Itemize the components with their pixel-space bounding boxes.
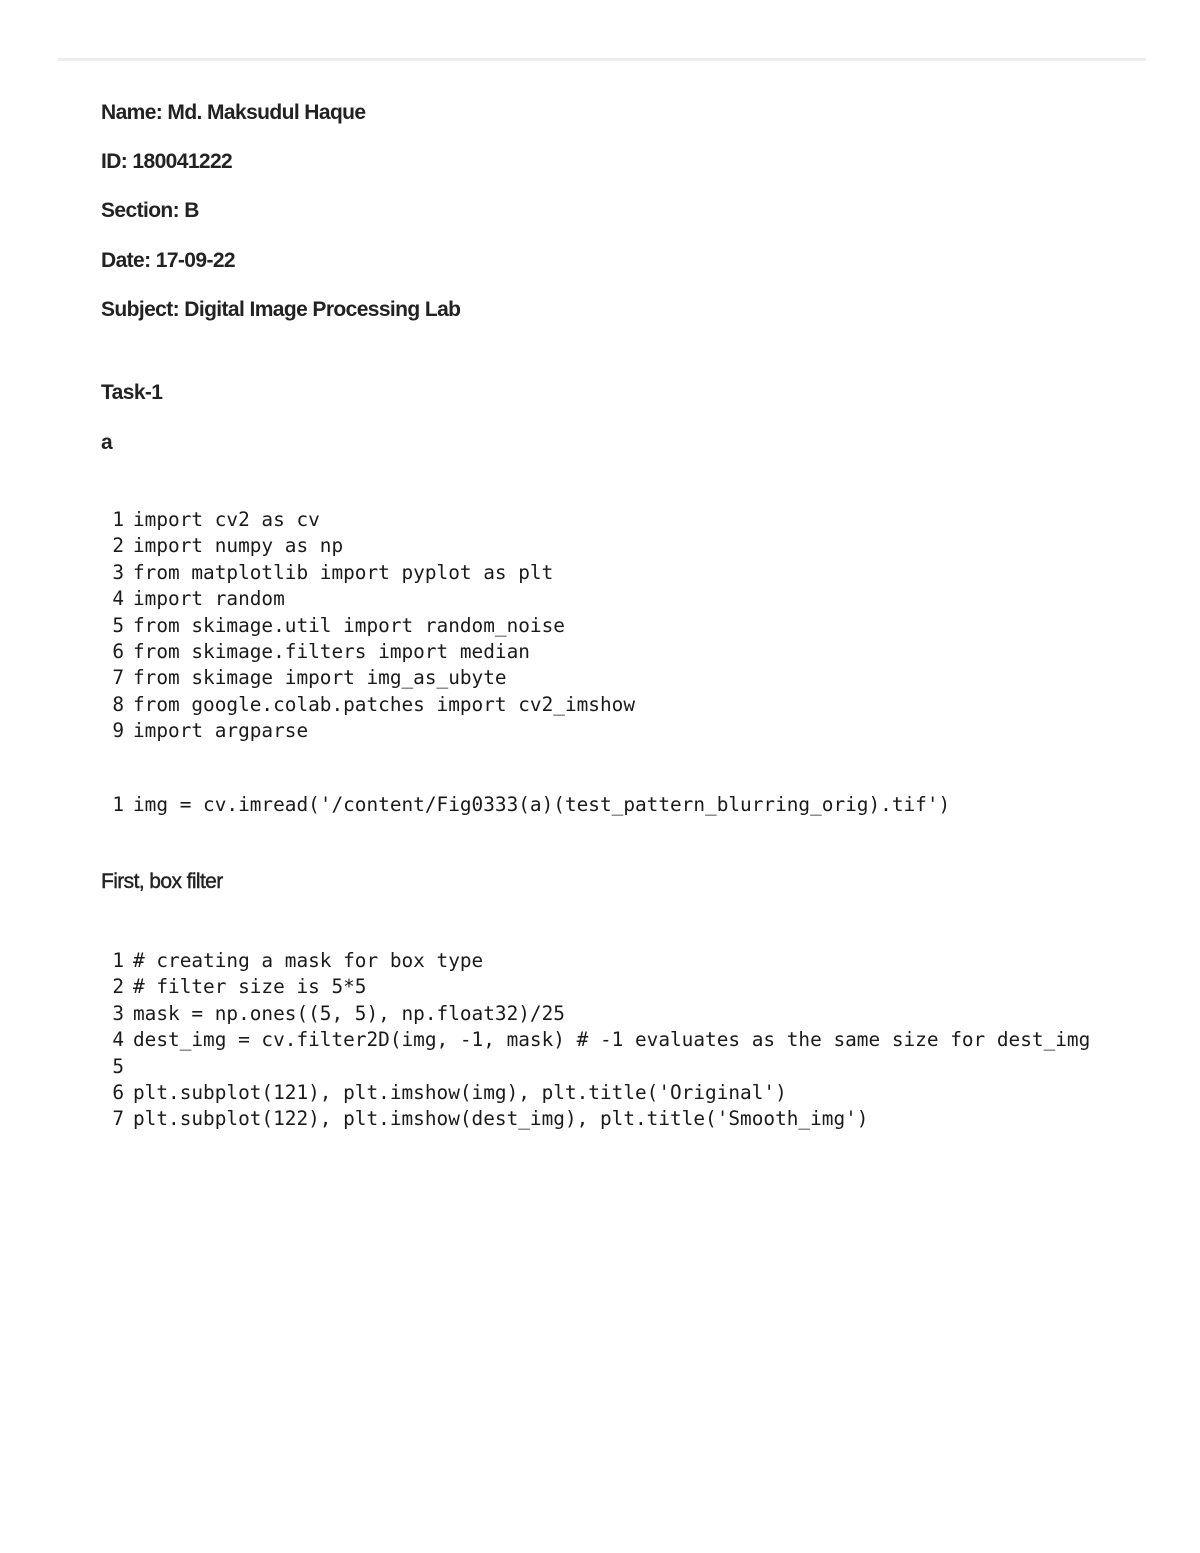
- date-label: Date: 17-09-22: [101, 249, 236, 272]
- code-line: [108, 718, 635, 744]
- line-number: 4: [112, 587, 124, 611]
- line-number: 1: [112, 793, 124, 816]
- line-number: 6: [112, 1080, 124, 1104]
- line-number: 9: [112, 719, 124, 743]
- code-line: [108, 533, 635, 559]
- line-number: 7: [112, 666, 124, 690]
- line-number: 1: [112, 508, 124, 531]
- code-text: mask = np.ones((5, 5), np.float32)/25: [133, 1001, 565, 1025]
- line-number: 6: [112, 639, 124, 663]
- code-text: import random: [133, 587, 285, 611]
- code-text: from matplotlib import pyplot as plt: [133, 560, 554, 584]
- code-cell-imread: [108, 792, 950, 818]
- code-cell-box-filter: [108, 948, 1090, 1133]
- line-number: 7: [112, 1107, 124, 1131]
- code-line: [108, 792, 950, 818]
- code-line: [108, 1106, 1090, 1132]
- code-text: from google.colab.patches import cv2_imshow: [133, 692, 635, 716]
- code-text: dest_img = cv.filter2D(img, -1, mask) # -1 evaluates as the same size for dest_img: [133, 1028, 1091, 1052]
- code-text: plt.subplot(122), plt.imshow(dest_img), plt.title('Smooth_img'): [133, 1107, 869, 1131]
- code-line: [108, 560, 635, 586]
- line-number: 2: [112, 975, 124, 999]
- line-number: 4: [112, 1028, 124, 1052]
- code-line: [108, 586, 635, 612]
- code-text: import argparse: [133, 719, 309, 743]
- line-number: 5: [112, 1054, 124, 1078]
- code-line: [108, 948, 1090, 974]
- line-number: 5: [112, 613, 124, 637]
- line-number: 3: [112, 1001, 124, 1025]
- top-divider: [58, 58, 1146, 61]
- code-cell-imports: [108, 507, 635, 745]
- code-line: [108, 1027, 1090, 1053]
- student-id: ID: 180041222: [101, 150, 233, 173]
- section-label: Section: B: [101, 199, 199, 222]
- task-part: a: [101, 431, 113, 454]
- code-line: [108, 507, 635, 533]
- task-title: Task-1: [101, 381, 163, 404]
- code-text: from skimage.filters import median: [133, 639, 530, 663]
- code-text: import cv2 as cv: [133, 508, 320, 531]
- line-number: 2: [112, 534, 124, 558]
- code-text: # creating a mask for box type: [133, 949, 484, 972]
- line-number: 8: [112, 692, 124, 716]
- code-line: [108, 1054, 1090, 1080]
- code-line: [108, 974, 1090, 1000]
- code-line: [108, 1080, 1090, 1106]
- code-text: # filter size is 5*5: [133, 975, 367, 999]
- code-text: plt.subplot(121), plt.imshow(img), plt.title('Original'): [133, 1080, 787, 1104]
- code-line: [108, 613, 635, 639]
- line-number: 1: [112, 949, 124, 972]
- code-line: [108, 692, 635, 718]
- section-heading-box-filter: First, box filter: [101, 870, 223, 893]
- code-text: img = cv.imread('/content/Fig0333(a)(test_pattern_blurring_orig).tif'): [133, 793, 951, 816]
- code-text: from skimage import img_as_ubyte: [133, 666, 507, 690]
- subject-label: Subject: Digital Image Processing Lab: [101, 298, 461, 321]
- student-name: Name: Md. Maksudul Haque: [101, 101, 366, 124]
- code-text: import numpy as np: [133, 534, 344, 558]
- code-line: [108, 1001, 1090, 1027]
- code-line: [108, 665, 635, 691]
- code-text: from skimage.util import random_noise: [133, 613, 565, 637]
- line-number: 3: [112, 560, 124, 584]
- code-line: [108, 639, 635, 665]
